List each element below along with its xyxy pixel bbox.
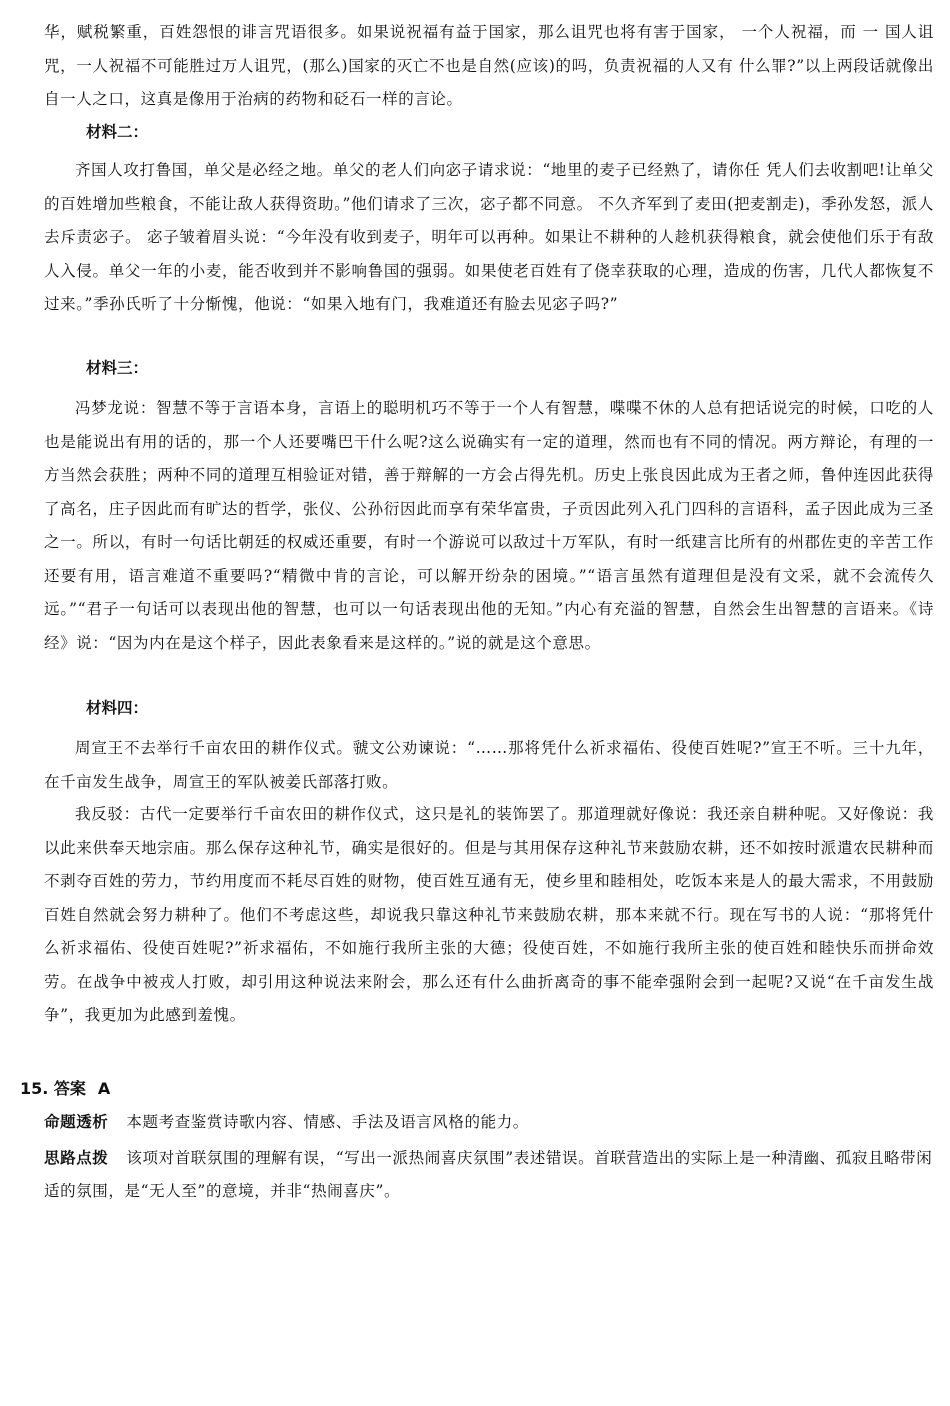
analysis-line <box>44 1106 934 1139</box>
analysis-label: 命题透析 <box>44 1113 109 1131</box>
material-4-heading: 材料四： <box>86 699 149 717</box>
material-4-paragraph-2: 我反驳：古代一定要举行千亩农田的耕作仪式，这只是礼的装饰罢了。那道理就好像说：我还亲自耕种呢。又好像说：我以此来供奉天地宗庙。那么保存这种礼节，确实是很好的。但是与其用保存这种礼节来鼓励农耕，还不如按时派遣农民耕种而不剥夺百姓的劳力，节约用度而不耗尽百姓的财物，使百姓互通有无，使乡里和睦相处，吃饭本来是人的最大需求，不用鼓励百姓自然就会努力耕种了。他们不考虑这些，却说我只靠这种礼节来鼓励农耕，那本来就不行。现在写书的人说：“那将凭什么祈求福佑、役使百姓呢?”祈求福佑，不如施行我所主张的大德；役使百姓，不如施行我所主张的使百姓和睦快乐而拼命效劳。在战争中被戎人打败，却引用这种说法来附会，那么还有什么曲折离奇的事不能牵强附会到一起呢?又说“在千亩发生战争”，我更加为此感到羞愧。 <box>44 805 934 1024</box>
hint-paragraph <box>44 1142 934 1208</box>
hint-label: 思路点拨 <box>44 1149 109 1167</box>
analysis-text: 本题考查鉴赏诗歌内容、情感、手法及语言风格的能力。 <box>126 1113 529 1131</box>
material-2-paragraph: 齐国人攻打鲁国，单父是必经之地。单父的老人们向宓子请求说：“地里的麦子已经熟了，请你任 凭人们去收割吧!让单父的百姓增加些粮食，不能让敌人获得资助。”他们请求了三次，宓子都不同意。 不久齐军到了麦田(把麦割走)，季孙发怒，派人去斥责宓子。 宓子皱着眉头说：“今年没有收到麦子，明年可以再种。如果让不耕种的人趁机获得粮食，就会使他们乐于有敌人入侵。单父一年的小麦，能否收到并不影响鲁国的强弱。如果使老百姓有了侥幸获取的心理，造成的伤害，几代人都恢复不过来。”季孙氏听了十分惭愧，他说：“如果入地有门，我难道还有脸去见宓子吗?” <box>44 161 934 313</box>
answer-label: 15. 答案 <box>20 1079 86 1098</box>
material-4-paragraph-1: 周宣王不去举行千亩农田的耕作仪式。虢文公劝谏说：“……那将凭什么祈求福佑、役使百姓呢?”宣王不听。三十九年，在千亩发生战争，周宣王的军队被姜氏部落打败。 <box>44 739 934 791</box>
material-2-heading: 材料二： <box>86 123 149 141</box>
hint-text: 该项对首联氛围的理解有误，“写出一派热闹喜庆氛围”表述错误。首联营造出的实际上是一种清幽、孤寂且略带闲适的氛围，是“无人至”的意境，并非“热闹喜庆”。 <box>44 1149 933 1200</box>
material-3-heading: 材料三： <box>86 359 149 377</box>
continuation-paragraph: 华，赋税繁重，百姓怨恨的诽言咒语很多。如果说祝福有益于国家，那么诅咒也将有害于国家， 一个人祝福，而 一 国人诅咒，一人祝福不可能胜过万人诅咒，(那么)国家的灭亡不也是自然(应该)的吗，负责祝福的人又有 什么罪?”以上两段话就像出自一人之口，这真是像用于治病的药物和砭石一样的言论。 <box>44 23 934 108</box>
answer-line <box>20 1072 110 1105</box>
material-3-paragraph: 冯梦龙说：智慧不等于言语本身，言语上的聪明机巧不等于一个人有智慧，喋喋不休的人总有把话说完的时候，口吃的人也是能说出有用的话的，那一个人还要嘴巴干什么呢?这么说确实有一定的道理，然而也有不同的情况。两方辩论，有理的一方当然会获胜；两种不同的道理互相验证对错，善于辩解的一方会占得先机。历史上张良因此成为王者之师，鲁仲连因此获得了高名，庄子因此而有旷达的哲学，张仪、公孙衍因此而享有荣华富贵，子贡因此列入孔门四科的言语科，孟子因此成为三圣之一。所以，有时一句话比朝廷的权威还重要，有时一个游说可以敌过十万军队，有时一纸建言比所有的州郡佐吏的辛苦工作还要有用，语言难道不重要吗?“精微中肯的言论，可以解开纷杂的困境。”“语言虽然有道理但是没有文采，就不会流传久远。”“君子一句话可以表现出他的智慧，也可以一句话表现出他的无知。”内心有充溢的智慧，自然会生出智慧的言语来。《诗经》说：“因为内在是这个样子，因此表象看来是这样的。”说的就是这个意思。 <box>44 399 934 652</box>
answer-letter: A <box>97 1079 111 1098</box>
